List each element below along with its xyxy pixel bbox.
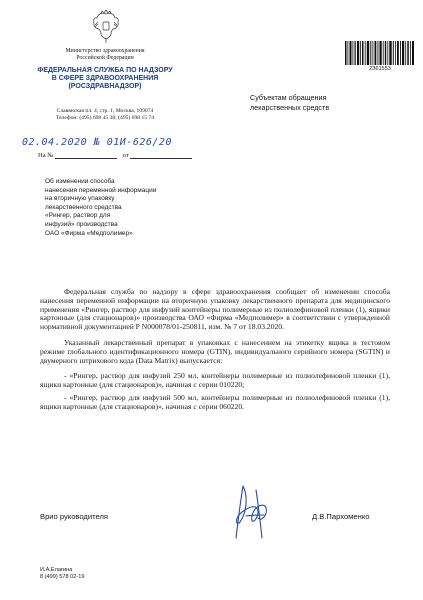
- signatory-name: Д.В.Пархоменко: [312, 512, 370, 521]
- date-label: от: [122, 152, 129, 159]
- reference-line: [38, 151, 192, 159]
- recipient-line: лекарственных средств: [250, 102, 330, 112]
- subject-line: инфузий» производства: [45, 220, 118, 228]
- letter-subject: [45, 178, 195, 238]
- agency-line: (РОСЗДРАВНАДЗОР): [68, 83, 142, 90]
- coat-of-arms-icon: [92, 10, 120, 44]
- recipient-line: Субъектам обращения: [250, 93, 327, 102]
- subject-line: лекарственного средства: [45, 203, 122, 211]
- letter-body: [40, 288, 390, 416]
- date-blank: [130, 151, 192, 159]
- phone-line: Телефон: (495) 698 45 38; (495) 698 15 74: [55, 115, 155, 121]
- subject-line: на вторичную упаковку: [45, 195, 115, 203]
- barcode: [345, 41, 415, 65]
- agency-address: [20, 108, 190, 122]
- subject-line: нанесения переменной информации: [45, 186, 157, 194]
- barcode-number: 2361553: [369, 66, 391, 72]
- contact-block: [40, 567, 84, 582]
- contact-phone: 8 (499) 578 02-19: [40, 574, 85, 581]
- subject-line: ОАО «Фирма «Медполимер»: [45, 229, 133, 237]
- subject-line: «Рингер, раствор для: [45, 212, 111, 220]
- signatory-title: Врио руководителя: [40, 512, 109, 521]
- registration-number: 02.04.2020 № 01И-626/20: [22, 137, 172, 148]
- series-item: - «Рингер, раствор для инфузий 250 мл, контейнеры полимерные из полиолефиновой пленки (1), ящики картонные (для стационаров)», начиная с серии 010220;: [40, 371, 390, 390]
- subject-line: Об изменении способа: [45, 178, 115, 185]
- recipient-block: [250, 93, 415, 112]
- body-paragraph: Указанный лекарственный препарат в упаковках с нанесением на этикетку ящика в тестовом режиме глобального идентификационного номера (GTIN), индивидуального серийного номера (SGTIN) и двумерного штрихового кода (Data Matrix) выпускается:: [40, 337, 390, 365]
- agency-line: ФЕДЕРАЛЬНАЯ СЛУЖБА ПО НАДЗОРУ: [37, 67, 173, 74]
- address-line: Славянская пл. 4, стр. 1, Москва, 109074: [56, 108, 154, 114]
- number-blank: [55, 151, 117, 159]
- handwritten-signature: [228, 482, 272, 540]
- contact-name: И.А.Елагина: [40, 567, 73, 573]
- body-paragraph: Федеральная служба по надзору в сфере здравоохранения сообщает об изменении способа нанесения переменной информации на вторичную упаковку лекарственного препарата для медицинского применения «Рингер, раствор для инфузий контейнеры полимерные из полиолефиновой пленки (1), ящики картонные (для стационаров)» производства ОАО «Фирма «Медполимер» в соответствии с утвержденной нормативной документацией Р N000078/01-250811, изм. № 7 от 18.03.2020.: [40, 287, 390, 332]
- agency-line: В СФЕРЕ ЗДРАВООХРАНЕНИЯ: [51, 75, 159, 82]
- series-item: - «Рингер, раствор для инфузий 500 мл, контейнеры полимерные из полиолефиновой пленки (1), ящики картонные (для стационаров)», начиная с серии 060220.: [40, 392, 390, 411]
- ministry-line: Российской Федерации: [76, 54, 134, 61]
- number-label: На №: [38, 152, 54, 159]
- ministry-name: [20, 48, 190, 61]
- ministry-line: Министерство здравоохранения: [65, 48, 145, 54]
- agency-name: [20, 67, 190, 91]
